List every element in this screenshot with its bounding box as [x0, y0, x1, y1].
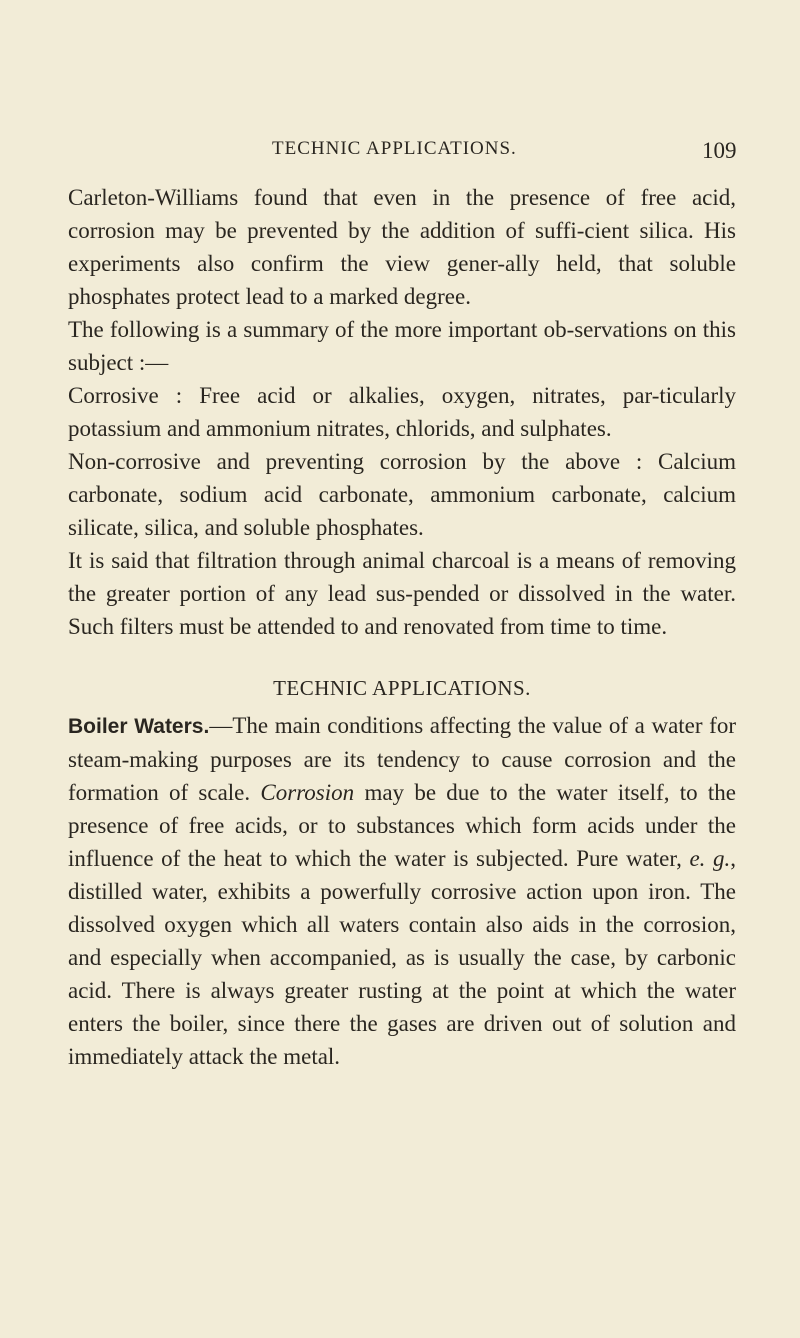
paragraph: Carleton-Williams found that even in the presence of free acid, corrosion may be prevented by the addition of suffi-cient silica. His experiments also confirm the view gener-ally held, that soluble phosphates protect lead to a marked degree. — [68, 185, 736, 309]
text-run: , distilled water, exhibits a powerfully corrosive action upon iron. The dissolved oxygen which all waters contain also aids in the corrosion, and especially when accompanied, as is usually the case, by carbonic acid. There is always greater rusting at the point at which the water enters the boiler, since there the gases are driven out of solution and immediately attack the metal. — [68, 846, 736, 1069]
page-number: 109 — [702, 138, 737, 163]
page-header — [0, 138, 800, 172]
paragraph: Non-corrosive and preventing corrosion by the above : Calcium carbonate, sodium acid carbonate, ammonium carbonate, calcium silicate, silica, and soluble phosphates. — [68, 449, 736, 540]
italic-abbrev: e. g. — [689, 846, 731, 871]
section-heading: TECHNIC APPLICATIONS. — [273, 676, 531, 700]
page-body — [68, 181, 736, 1073]
running-head: TECHNIC APPLICATIONS. — [272, 138, 517, 159]
run-in-heading: Boiler Waters. — [68, 715, 210, 738]
text-run: —The main conditions affecting the value of a water for steam-making purposes are its tendency to cause corrosion and the formation of scale. — [68, 713, 736, 805]
paragraph: Corrosive : Free acid or alkalies, oxygen, nitrates, par-ticularly potassium and ammonium nitrates, chlorids, and sulphates. — [68, 383, 736, 441]
paragraph: It is said that filtration through animal charcoal is a means of removing the greater portion of any lead sus-pended or dissolved in the water. Such filters must be attended to and renovated from time to time. — [68, 548, 736, 639]
section-paragraph — [68, 709, 736, 1073]
italic-term: Corrosion — [260, 780, 355, 805]
paragraph: The following is a summary of the more important ob-servations on this subject :— — [68, 317, 736, 375]
text-run: may be due to the water itself, to the presence of free acids, or to substances which form acids under the influence of the heat to which the water is subjected. Pure water, — [68, 780, 736, 871]
